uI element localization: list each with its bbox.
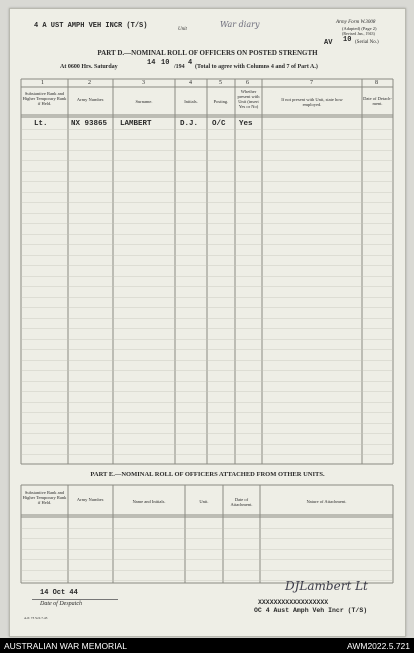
caption-left: AUSTRALIAN WAR MEMORIAL (4, 641, 127, 651)
handwritten-note: War diary (220, 20, 260, 29)
part-e-title: PART E.—NOMINAL ROLL OF OFFICERS ATTACHED FROM OTHER UNITS. (90, 471, 325, 478)
part-e-col-rank: Substantive Rank and Higher Temporary Rank if Held. (22, 490, 67, 505)
serial-prefix: AV (324, 39, 333, 47)
caption-right: AWM2022.5.721 (347, 641, 410, 651)
col-header-surname: Surname. (135, 99, 153, 104)
part-d-date-prefix: At 0600 Hrs. Saturday (60, 64, 118, 70)
form-revised: (Revised Jan., 1943) (342, 31, 375, 36)
col-number-1: 1 (41, 80, 44, 86)
serial-number: 10 (343, 36, 352, 44)
part-e-col-name: Name and Initials. (132, 499, 166, 504)
col-number-3: 3 (142, 80, 145, 86)
despatch-date: 14 Oct 44 (40, 589, 78, 597)
struck-text: XXXXXXXXXXXXXXXXXX (258, 599, 329, 606)
col-header-detachment: Date of Detach-ment. (363, 96, 392, 106)
caption-bar (0, 638, 414, 653)
print-code: A.P. 73 Sch 7.43 (24, 616, 48, 620)
table-row-present: Yes (239, 120, 253, 128)
part-d-date-suffix: (Total to agree with Columns 4 and 7 of Part A.) (195, 64, 318, 70)
form-adapted: (Adapted) (Page 2) (342, 26, 377, 31)
part-d-month: 10 (161, 59, 170, 67)
part-e-col-attachment-nature: Nature of Attachment. (306, 499, 347, 504)
part-e-col-army-number: Army Number. (76, 497, 105, 502)
col-header-army-number: Army Number. (76, 97, 105, 102)
col-number-4: 4 (189, 80, 192, 86)
table-row-army-number: NX 93865 (71, 120, 108, 128)
col-header-initials: Initials. (184, 99, 198, 104)
col-number-8: 8 (375, 80, 378, 86)
signature: DJLambert Lt (285, 579, 368, 593)
col-header-rank: Substantive Rank and Higher Temporary Rank if Held. (22, 91, 67, 106)
part-d-year-prefix: /194 (174, 64, 185, 70)
part-e-col-attachment-date: Date of Attachment. (230, 497, 253, 507)
part-d-year-digit: 4 (188, 59, 193, 67)
serial-label: (Serial No.) (355, 40, 379, 45)
part-d-title: PART D.—NOMINAL ROLL OF OFFICERS ON POSTED STRENGTH (97, 49, 318, 57)
col-number-2: 2 (88, 80, 91, 86)
part-e-col-unit: Unit. (199, 499, 209, 504)
table-row-rank: Lt. (34, 120, 48, 128)
col-header-present: Whether present with Unit (insert Yes or No) (237, 89, 260, 109)
form-number: Army Form W.3008 (336, 20, 376, 25)
signatory: OC 4 Aust Amph Veh Incr (T/S) (254, 607, 368, 614)
col-number-5: 5 (219, 80, 222, 86)
unit-name: 4 A UST AMPH VEH INCR (T/S) (34, 22, 148, 30)
document-sheet (9, 8, 406, 637)
part-d-day: 14 (147, 59, 156, 67)
col-number-6: 6 (246, 80, 249, 86)
table-row-posting: O/C (212, 120, 226, 128)
col-number-7: 7 (310, 80, 313, 86)
unit-label: Unit (178, 27, 187, 32)
col-header-posting: Posting. (213, 99, 229, 104)
despatch-label: Date of Despatch (40, 601, 82, 607)
col-header-employment: If not present with Unit, state how employed. (281, 97, 343, 107)
table-row-initials: D.J. (180, 120, 199, 128)
table-row-surname: LAMBERT (120, 120, 152, 128)
